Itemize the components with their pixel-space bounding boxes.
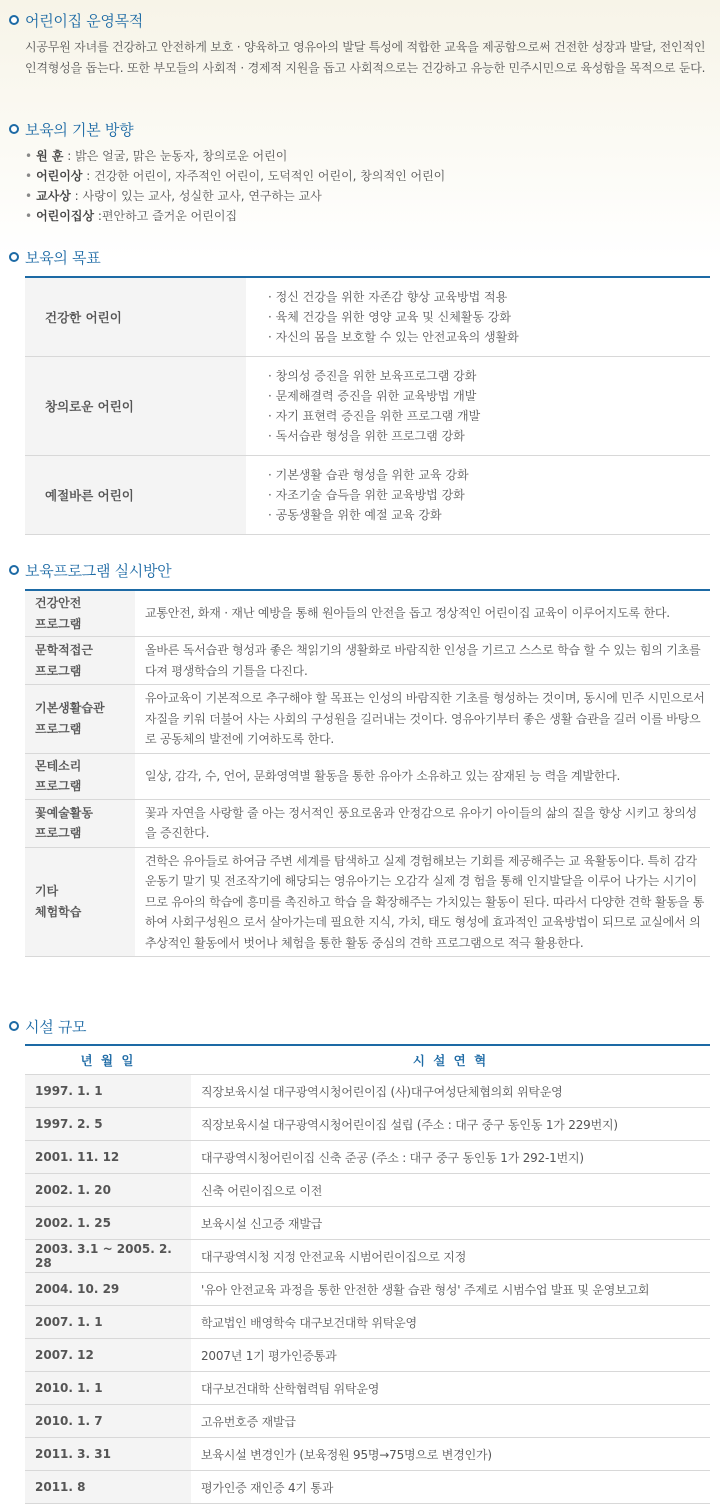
history-event: 대구광역시청 지정 안전교육 시범어린이집으로 지정 [191,1240,710,1273]
history-event: 신축 어린이집으로 이전 [191,1174,710,1207]
section-title-text: 보육의 기본 방향 [25,120,134,139]
history-date: 2002. 1. 20 [25,1174,191,1207]
goal-item: · 독서습관 형성을 위한 프로그램 강화 [268,429,465,443]
direction-item-text: : 밝은 얼굴, 맑은 눈동자, 창의로운 어린이 [63,149,288,163]
history-date: 2003. 3.1 ~ 2005. 2. 28 [25,1240,191,1273]
goal-item: · 창의성 증진을 위한 보육프로그램 강화 [268,369,477,383]
direction-item-label: 교사상 [36,189,71,203]
section-title-purpose [9,10,143,30]
history-date: 2007. 1. 1 [25,1306,191,1339]
programs-table [25,589,710,957]
program-row [25,847,710,957]
circle-bullet-icon [9,252,19,262]
program-label-line1: 문학적접근 [35,643,93,657]
history-event: 학교법인 배영학숙 대구보건대학 위탁운영 [191,1306,710,1339]
program-row [25,799,710,847]
history-event: 대구광역시청어린이집 신축 준공 (주소 : 대구 중구 동인동 1가 292-1번지) [191,1141,710,1174]
dot-bullet-icon: • [25,149,33,163]
section-title-text: 보육프로그램 실시방안 [25,561,172,580]
program-label-line2: 프로그램 [35,721,82,736]
program-label [25,799,135,847]
direction-item [25,206,705,226]
program-label [25,590,135,637]
history-row [25,1405,710,1438]
program-description: 꽃과 자연을 사랑할 줄 아는 정서적인 풍요로움과 안정감으로 유아기 아이들의 삶의 질을 향상 시키고 창의성을 증진한다. [135,799,710,847]
section-title-text: 어린이집 운영목적 [25,11,143,30]
section-title-programs [9,560,171,580]
direction-item [25,186,705,206]
program-label-line2: 프로그램 [35,663,82,678]
goal-row [25,357,710,456]
program-row [25,590,710,637]
program-description: 견학은 유아들로 하여금 주변 세계를 탐색하고 실제 경험해보는 기회를 제공해주는 교 육활동이다. 특히 감각운동기 말기 및 전조작기에 해당되는 영유아기는 오감각 실제 경 험을 통해 인지발달을 이루어 나가는 시기이므로 유아의 학습에 흥미를 촉진하고 학습 을 확장해주는 가치있는 활동이 된다. 따라서 다양한 견학 활동을 통하여 사회구성원으 로서 살아가는데 필요한 지식, 가치, 태도 형성에 효과적인 교육방법이 되므로 교실에서 의 추상적인 활동에서 벗어나 체험을 통한 활동 중심의 견학 프로그램으로 적극 활용한다. [135,847,710,957]
program-description: 유아교육이 기본적으로 추구해야 할 목표는 인성의 바람직한 기초를 형성하는 것이며, 동시에 민주 시민으로서 자질을 키워 더불어 사는 사회의 구성원을 길러내는 것이다. 영유아기부터 좋은 생활 습관을 길러 이를 바탕으로 공동체의 발전에 기여하도록 한다. [135,685,710,754]
history-event: 보육시설 신고증 재발급 [191,1207,710,1240]
history-row [25,1273,710,1306]
dot-bullet-icon: • [25,189,33,203]
program-row [25,685,710,754]
direction-item [25,146,705,166]
history-event: 직장보육시설 대구광역시청어린이집 설립 (주소 : 대구 중구 동인동 1가 229번지) [191,1108,710,1141]
goal-items [246,357,710,456]
history-date: 1997. 1. 1 [25,1075,191,1108]
history-date: 2007. 12 [25,1339,191,1372]
goal-label: 예절바른 어린이 [25,456,246,535]
section-title-facility [9,1016,86,1036]
history-row [25,1207,710,1240]
goal-item: · 문제해결력 증진을 위한 교육방법 개발 [268,389,477,403]
goal-item: · 기본생활 습관 형성을 위한 교육 강화 [268,468,469,482]
program-label-line1: 기본생활습관 [35,701,105,716]
facility-history-table [25,1044,710,1504]
direction-item [25,166,705,186]
program-description: 일상, 감각, 수, 언어, 문화영역별 활동을 통한 유아가 소유하고 있는 잠재된 능 력을 계발한다. [135,753,710,799]
goal-item: · 자신의 몸을 보호할 수 있는 안전교육의 생활화 [268,330,519,344]
section-title-text: 보육의 목표 [25,248,101,267]
history-event: 대구보건대학 산학협력팀 위탁운영 [191,1372,710,1405]
program-label [25,847,135,957]
history-row [25,1339,710,1372]
program-description: 교통안전, 화재 · 재난 예방을 통해 원아들의 안전을 돕고 정상적인 어린이집 교육이 이루어지도록 한다. [135,590,710,637]
circle-bullet-icon [9,565,19,575]
goal-row [25,456,710,535]
circle-bullet-icon [9,15,19,25]
history-date: 2010. 1. 1 [25,1372,191,1405]
history-row [25,1240,710,1273]
goal-item: · 정신 건강을 위한 자존감 향상 교육방법 적용 [268,290,508,304]
history-event: 보육시설 변경인가 (보육정원 95명→75명으로 변경인가) [191,1438,710,1471]
history-header-date: 년 월 일 [25,1045,191,1075]
goal-item: · 자기 표현력 증진을 위한 프로그램 개발 [268,409,481,423]
direction-item-text: : 건강한 어린이, 자주적인 어린이, 도덕적인 어린이, 창의적인 어린이 [82,169,446,183]
direction-item-text: :편안하고 즐거운 어린이집 [94,209,238,223]
program-label [25,637,135,685]
history-date: 2010. 1. 7 [25,1405,191,1438]
program-label-line1: 건강안전 [35,596,82,610]
program-label [25,753,135,799]
history-row [25,1075,710,1108]
direction-item-label: 어린이집상 [36,209,95,223]
dot-bullet-icon: • [25,209,33,223]
history-event: '유아 안전교육 과정을 통한 안전한 생활 습관 형성' 주제로 시범수업 발표 및 운영보고회 [191,1273,710,1306]
history-date: 2011. 8 [25,1471,191,1504]
history-date: 1997. 2. 5 [25,1108,191,1141]
direction-item-label: 어린이상 [36,169,83,183]
program-label [25,685,135,754]
history-row [25,1471,710,1504]
circle-bullet-icon [9,124,19,134]
direction-item-text: : 사랑이 있는 교사, 성실한 교사, 연구하는 교사 [70,189,322,203]
program-label-line2: 프로그램 [35,826,82,840]
direction-item-label: 원 훈 [36,149,64,163]
program-label-line2: 체험학습 [35,904,82,919]
history-header-event: 시 설 연 혁 [191,1045,710,1075]
program-row [25,753,710,799]
history-event: 직장보육시설 대구광역시청어린이집 (사)대구여성단체협의회 위탁운영 [191,1075,710,1108]
history-event: 고유번호증 재발급 [191,1405,710,1438]
history-row [25,1141,710,1174]
goal-item: · 육체 건강을 위한 영양 교육 및 신체활동 강화 [268,310,511,324]
goals-table [25,276,710,535]
program-label-line1: 꽃예술활동 [35,805,93,820]
program-label-line2: 프로그램 [35,779,82,793]
purpose-text: 시공무원 자녀를 건강하고 안전하게 보호 · 양육하고 영유아의 발달 특성에 적합한 교육을 제공함으로써 건전한 성장과 발달, 전인적인 인격형성을 돕는다. 또한 부모들의 사회적 · 경제적 지원을 돕고 사회적으로는 건강하고 유능한 민주시민으로 육성함을 목적으로 둔다. [25,40,706,75]
history-row [25,1174,710,1207]
history-row [25,1372,710,1405]
history-date: 2001. 11. 12 [25,1141,191,1174]
goal-row [25,277,710,357]
history-date: 2011. 3. 31 [25,1438,191,1471]
history-date: 2004. 10. 29 [25,1273,191,1306]
program-label-line1: 몬테소리 [35,758,82,773]
circle-bullet-icon [9,1021,19,1031]
goal-label: 건강한 어린이 [25,277,246,357]
direction-list [25,146,705,226]
history-event: 2007년 1기 평가인증통과 [191,1339,710,1372]
history-row [25,1438,710,1471]
history-row [25,1306,710,1339]
section-title-goals [9,247,100,267]
section-title-direction [9,119,133,139]
goal-item: · 자조기술 습득을 위한 교육방법 강화 [268,488,465,502]
program-row [25,637,710,685]
goal-items [246,277,710,357]
goal-item: · 공동생활을 위한 예절 교육 강화 [268,508,442,522]
section-title-text: 시설 규모 [25,1017,87,1036]
history-event: 평가인증 재인증 4기 통과 [191,1471,710,1504]
goal-label: 창의로운 어린이 [25,357,246,456]
program-label-line1: 기타 [35,884,59,899]
goal-items [246,456,710,535]
history-row [25,1108,710,1141]
program-description: 올바른 독서습관 형성과 좋은 책읽기의 생활화로 바람직한 인성을 기르고 스스로 학습 할 수 있는 힘의 기초를 다져 평생학습의 기틀을 다진다. [135,637,710,685]
history-header-row [25,1045,710,1075]
dot-bullet-icon: • [25,169,33,183]
program-label-line2: 프로그램 [35,616,82,631]
history-date: 2002. 1. 25 [25,1207,191,1240]
